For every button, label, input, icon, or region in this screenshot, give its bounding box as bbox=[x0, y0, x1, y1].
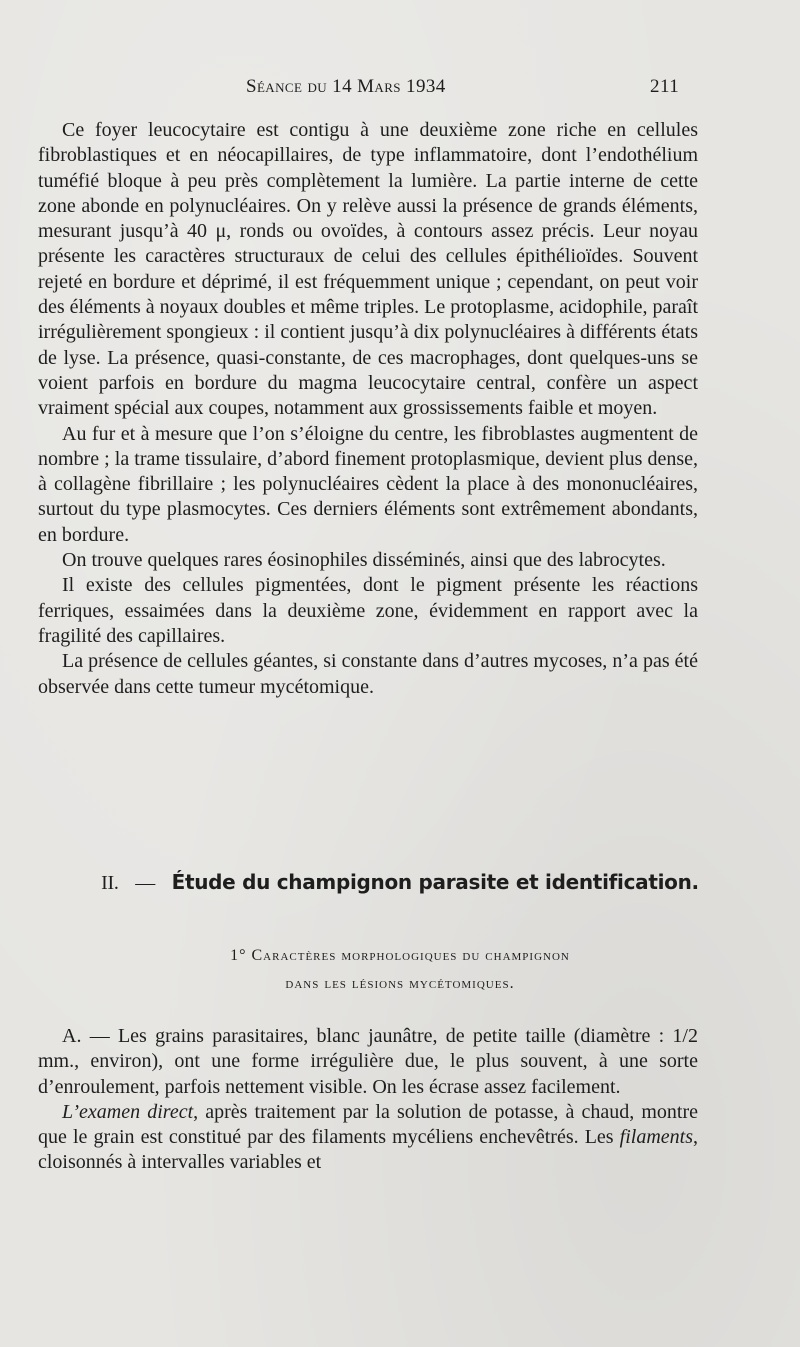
paragraph: A. — Les grains parasitaires, blanc jaunâtre, de petite taille (diamètre : 1/2 mm., environ), ont une forme irrégulière due, le plus souvent, à une sorte d’enroulement, parfois nettement visible. On les écrase assez facilement. bbox=[38, 1025, 698, 1098]
section-heading bbox=[0, 870, 800, 895]
paragraph: Ce foyer leucocytaire est contigu à une deuxième zone riche en cellules fibroblastiques et en néocapillaires, de type inflammatoire, dont l’endothélium tuméfié bloque à peu près complètement la lumière. La partie interne de cette zone abonde en polynucléaires. On y relève aussi la présence de grands éléments, mesurant jusqu’à 40 μ, ronds ou ovoïdes, à contours assez précis. Leur noyau présente les caractères structuraux de celui des cellules épithélioïdes. Souvent rejeté en bordure et déprimé, il est fréquemment unique ; cependant, on peut voir des éléments à noyaux doubles et même triples. Le protoplasme, acidophile, paraît irrégulièrement spongieux : il contient jusqu’à dix polynucléaires à différents états de lyse. La présence, quasi-constante, de ces macrophages, dont quelques-uns se voient parfois en bordure du magma leucocytaire central, confère un aspect vraiment spécial aux coupes, notamment aux grossissements faible et moyen. bbox=[38, 119, 698, 420]
section-number: II. bbox=[101, 872, 119, 894]
paragraph: Au fur et à mesure que l’on s’éloigne du centre, les fibroblastes augmentent de nombre ; la trame tissulaire, d’abord finement protoplasmique, devient plus dense, à collagène fibrillaire ; les polynucléaires cèdent la place à des mononucléaires, surtout du type plasmocytes. Ces derniers éléments sont extrêmement abondants, en bordure. bbox=[38, 422, 698, 546]
paragraph: Il existe des cellules pigmentées, dont le pigment présente les réactions ferriques, essaimées dans la deuxième zone, évidemment en rapport avec la fragilité des capillaires. bbox=[38, 574, 698, 647]
paragraph-text: , après traitement par la solution de potasse, à chaud, montre que le grain est constitué par des filaments mycéliens enchevêtrés. Les bbox=[38, 1100, 698, 1149]
subsection-heading bbox=[0, 942, 800, 998]
subsection-line-2: dans les lésions mycétomiques. bbox=[285, 975, 515, 992]
italic-term: filaments bbox=[619, 1126, 693, 1149]
body-text-block bbox=[38, 118, 698, 700]
paragraph: La présence de cellules géantes, si constante dans d’autres mycoses, n’a pas été observée dans cette tumeur mycétomique. bbox=[38, 650, 698, 698]
body-text-block-2 bbox=[38, 1024, 698, 1176]
section-dash: — bbox=[135, 872, 155, 894]
section-title: Étude du champignon parasite et identification. bbox=[171, 870, 699, 894]
paragraph-text: , cloisonnés à intervalles variables et bbox=[38, 1126, 698, 1174]
running-header bbox=[0, 76, 800, 100]
paragraph: On trouve quelques rares éosinophiles disséminés, ainsi que des labrocytes. bbox=[62, 549, 666, 572]
page-number: 211 bbox=[650, 76, 680, 97]
subsection-line-1: 1° Caractères morphologiques du champignon bbox=[230, 947, 570, 964]
running-title: Séance du 14 Mars 1934 bbox=[246, 76, 446, 97]
paragraph bbox=[38, 1100, 698, 1176]
italic-term: L’examen direct bbox=[62, 1100, 194, 1123]
